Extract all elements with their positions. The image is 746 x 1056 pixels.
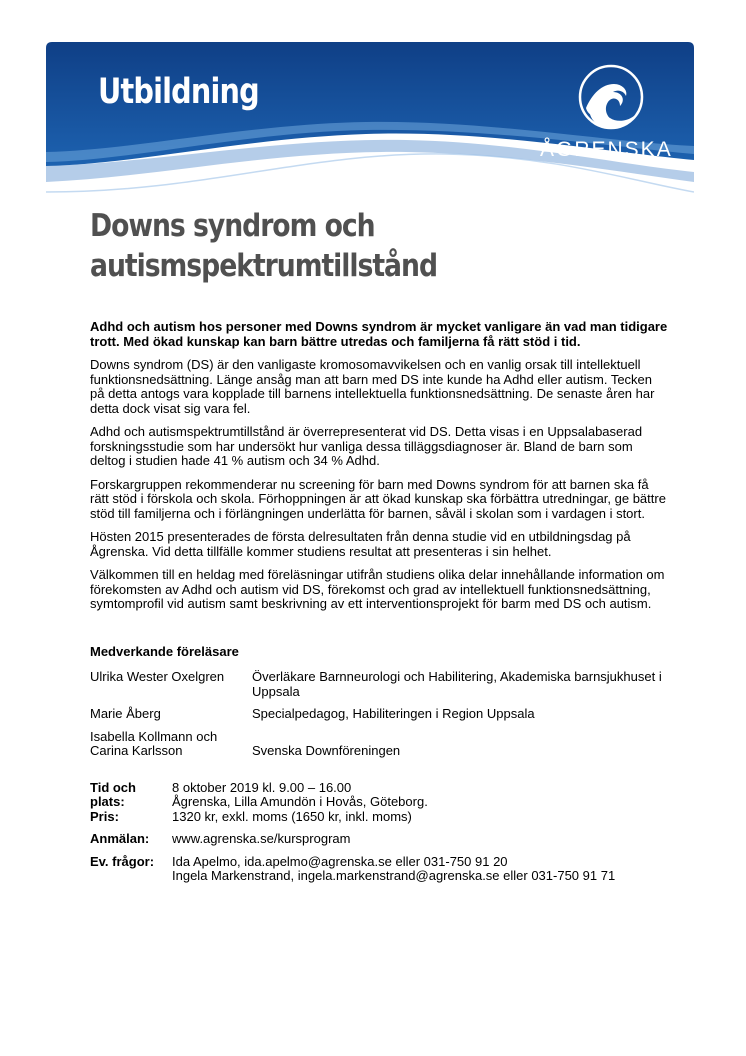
contact-line-1: Ida Apelmo, ida.apelmo@agrenska.se eller 031-750 91 20 xyxy=(172,853,508,869)
time-label-line-1: Tid och xyxy=(90,779,136,795)
signup-row xyxy=(90,832,670,847)
speaker-role: Överläkare Barnneurologi och Habilitering, Akademiska barnsjukhuset i Uppsala xyxy=(252,669,662,699)
lead-paragraph: Adhd och autism hos personer med Downs syndrom är mycket vanligare än vad man tidigare trott. Med ökad kunskap kan barn bättre utredas och familjerna få rätt stöd i tid. xyxy=(90,319,668,349)
questions-row xyxy=(90,855,670,884)
time-label-line-2: plats: xyxy=(90,794,125,809)
body-paragraph-4: Hösten 2015 presenterades de första delresultaten från denna studie vid en utbildningsdag på Ågrenska. Vid detta tillfälle kommer studiens resultat att presenteras i sin helhet. xyxy=(90,529,631,559)
speakers-heading: Medverkande föreläsare xyxy=(90,643,239,659)
time-value: 8 oktober 2019 kl. 9.00 – 16.00 xyxy=(172,779,352,795)
time-place-price-values xyxy=(172,781,670,825)
body-paragraph-3: Forskargruppen rekommenderar nu screening för barn med Downs syndrom för att barnen ska få rätt stöd i förskola och skola. Förhoppningen är att ökad kunskap ska förbättra utredningar, ge bättre stöd till familjerna och i förlängningen underlätta för barnen, såväl i skolan som i vardagen i stort. xyxy=(90,476,666,521)
body-paragraph-5: Välkommen till en heldag med föreläsningar utifrån studiens olika delar innehållande information om förekomsten av Adhd och autism vid DS, förekomst och grad av intellektuell funktionsnedsättning, symtomprofil vid autism samt beskrivning av ett interventionsprojekt för barm med DS och autism. xyxy=(90,567,665,611)
questions-label: Ev. frågor: xyxy=(90,853,155,869)
price-label: Pris: xyxy=(90,808,119,824)
signup-label: Anmälan: xyxy=(90,831,150,846)
speaker-row xyxy=(90,730,670,759)
body-paragraph-1: Downs syndrom (DS) är den vanligaste kromosomavvikelsen och en vanlig orsak till intellektuell funktionsnedsättning. Länge ansåg man att barn med DS inte kunde ha Adhd eller autism. Tecken på detta antogs vara kopplade till barnens intellektuella funktionsnedsättning. De senaste åren har detta dock visat sig vara fel. xyxy=(90,357,655,416)
price-value: 1320 kr, exkl. moms (1650 kr, inkl. moms) xyxy=(172,808,412,824)
questions-contacts xyxy=(172,855,670,884)
time-place-price-row xyxy=(90,781,670,825)
contact-line-2: Ingela Markenstrand, ingela.markenstrand@agrenska.se eller 031-750 91 71 xyxy=(172,868,616,883)
speaker-name-line-1: Isabella Kollmann och xyxy=(90,728,218,744)
speaker-name xyxy=(90,730,252,759)
place-value: Ågrenska, Lilla Amundön i Hovås, Göteborg. xyxy=(172,794,428,809)
brand-name: ÅGRENSKA xyxy=(540,138,673,161)
body-paragraph-2: Adhd och autismspektrumtillstånd är överrepresenterat vid DS. Detta visas i en Uppsalabaserad forskningsstudie som har undersökt hur vanliga dessa tilläggsdiagnoser är. Bland de barn som deltog i studien hade 41 % autism och 34 % Adhd. xyxy=(90,424,643,468)
page-title xyxy=(90,206,437,286)
speaker-role: Specialpedagog, Habiliteringen i Region Uppsala xyxy=(252,706,535,721)
speaker-role: Svenska Downföreningen xyxy=(252,743,401,758)
speaker-name: Ulrika Wester Oxelgren xyxy=(90,669,225,684)
speaker-name: Marie Åberg xyxy=(90,706,161,721)
speaker-name-line-2: Carina Karlsson xyxy=(90,743,183,758)
time-place-price-labels xyxy=(90,781,172,825)
page-title-line-2: autismspektrumtillstånd xyxy=(90,248,438,284)
speaker-row xyxy=(90,670,670,699)
event-info xyxy=(90,781,670,884)
page-title-line-1: Downs syndrom och xyxy=(90,208,375,244)
banner-title: Utbildning xyxy=(98,72,259,112)
speaker-row xyxy=(90,707,670,722)
agrenska-wave-logo-icon xyxy=(578,64,644,130)
main-content xyxy=(90,320,670,892)
signup-link[interactable]: www.agrenska.se/kursprogram xyxy=(172,831,351,846)
